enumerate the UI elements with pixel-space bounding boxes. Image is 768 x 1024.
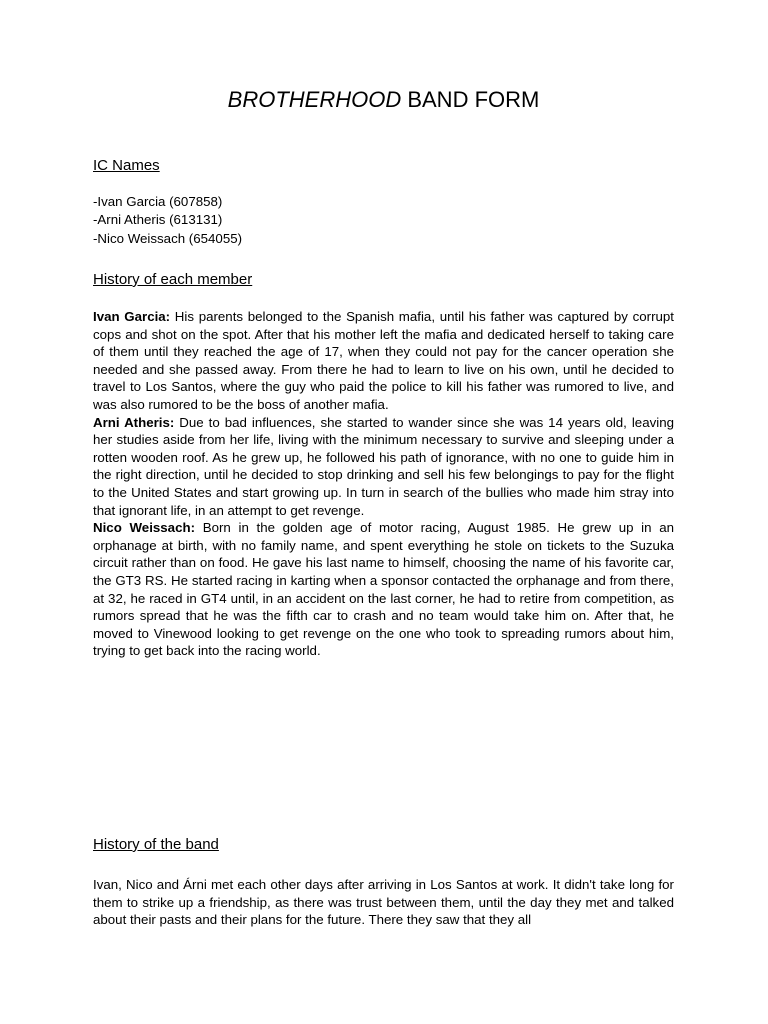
history-members-heading: History of each member: [93, 271, 253, 288]
member-name: Ivan Garcia:: [93, 309, 171, 324]
ic-names-list: [93, 193, 242, 248]
ic-names-heading: IC Names: [93, 157, 160, 174]
title-italic-part: BROTHERHOOD: [227, 87, 402, 112]
member-paragraph-arni: [93, 414, 674, 520]
member-name: Arni Atheris:: [93, 414, 175, 430]
band-history-paragraph: Ivan, Nico and Árni met each other days after arriving in Los Santos at work. It didn't take long for them to strike up a friendship, as there was trust between them, until the day they met and talked about their pasts and their plans for the future. There they saw that they all: [93, 877, 674, 928]
member-text: Due to bad influences, she started to wander since she was 14 years old, leaving her studies aside from her life, living with the minimum necessary to survive and sleeping under a rotten wooden roof. As he grew up, he followed his path of ignorance, with no one to guide him in the right direction, until he decided to stop drinking and sell his few belongings to pay for the flight to the United States and start growing up. In turn in search of the bullies who made him stray into that ignorant life, in an attempt to get revenge.: [93, 414, 674, 518]
title-rest-part: BAND FORM: [401, 87, 540, 112]
member-name: Nico Weissach:: [93, 520, 196, 536]
band-history: [93, 876, 674, 929]
ic-name-item: -Arni Atheris (613131): [93, 212, 223, 228]
ic-name-item: -Ivan Garcia (607858): [93, 194, 223, 209]
member-paragraph-ivan: [93, 308, 674, 414]
ic-name-item: -Nico Weissach (654055): [93, 230, 243, 246]
member-paragraph-nico: [93, 519, 674, 660]
history-band-heading: History of the band: [93, 836, 219, 853]
member-text: Born in the golden age of motor racing, August 1985. He grew up in an orphanage at birth, with no family name, and spent everything he stole on tickets to the Suzuka circuit rather than on food. He gave his last name to himself, choosing the name of his favorite car, the GT3 RS. He started racing in karting when a sponsor contacted the orphanage and from there, at 32, he raced in GT4 until, in an accident on the last corner, he had to retire from competition, as rumors spread that he was the fifth car to crash and no team would take him on. After that, he moved to Vinewood looking to get revenge on the one who took to spreading rumors about him, trying to get back into the racing world.: [93, 520, 674, 659]
member-text: His parents belonged to the Spanish mafia, until his father was captured by corrupt cops and shot on the spot. After that his mother left the mafia and dedicated herself to taking care of them until they reached the age of 17, when they could not pay for the cancer operation she needed and she passed away. From there he had to learn to live on his own, until he decided to travel to Los Santos, where the guy who paid the police to kill his father was rumored to live, and was also rumored to be the boss of another mafia.: [93, 309, 674, 412]
document-title: [93, 86, 674, 114]
members-history: [93, 308, 674, 660]
